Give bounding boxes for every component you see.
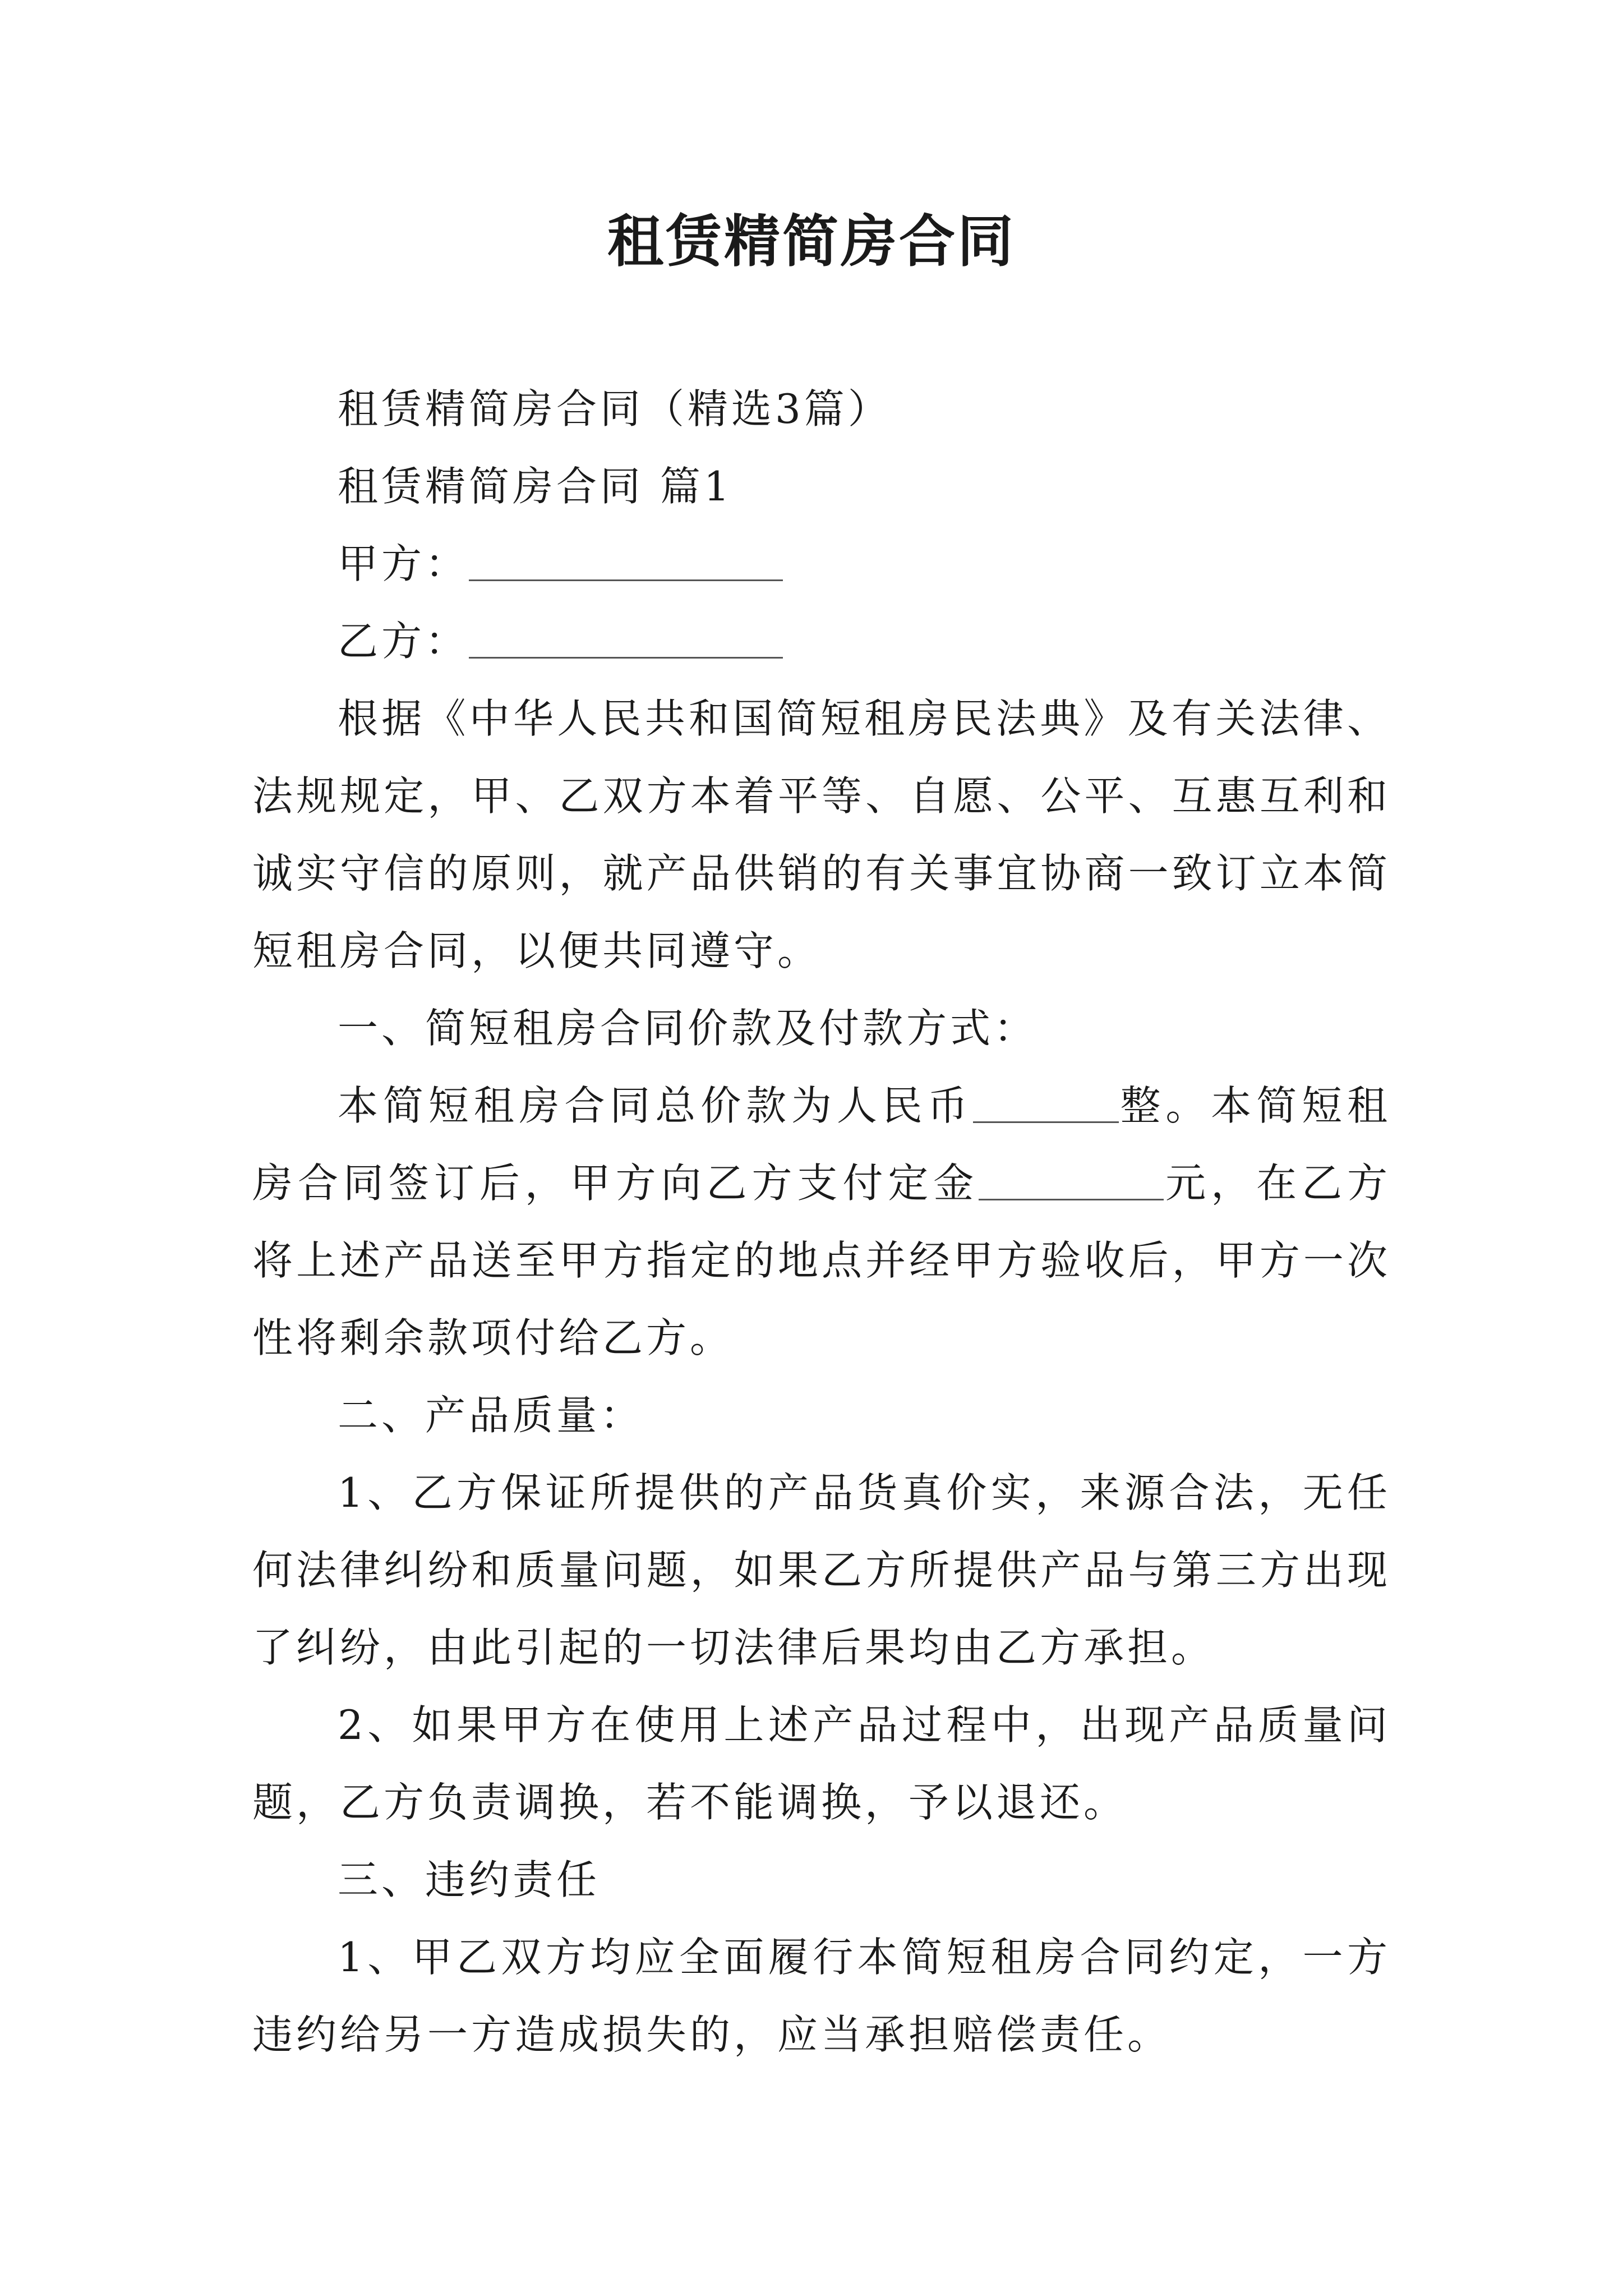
deposit-blank	[979, 1159, 1164, 1200]
price-blank	[973, 1082, 1119, 1123]
clause1-text-a: 本简短租房合同总价款为人民币	[338, 1082, 973, 1129]
party-a-line	[252, 525, 1391, 602]
clause1-title: 一、简短租房合同价款及付款方式：	[338, 1005, 1038, 1052]
clause1-text-b: 整。本简短租房合同签订后，甲方向乙方支付定金	[252, 1082, 1391, 1207]
party-b-line	[252, 602, 1391, 680]
clause2-item1: 1、乙方保证所提供的产品货真价实，来源合法，无任何法律纠纷和质量问题，如果乙方所提供产品与第三方出现了纠纷，由此引起的一切法律后果均由乙方承担。	[252, 1469, 1391, 1671]
party-b-blank	[469, 618, 783, 659]
clause1-paragraph	[252, 1067, 1391, 1377]
subtitle: 租赁精简房合同（精选3篇）	[338, 385, 892, 432]
party-a-label: 甲方：	[338, 540, 469, 587]
document-title: 租赁精简房合同	[607, 208, 1016, 274]
intro-paragraph: 根据《中华人民共和国简短租房民法典》及有关法律、法规规定，甲、乙双方本着平等、自愿、公平、互惠互利和诚实守信的原则，就产品供销的有关事宜协商一致订立本简短租房合同，以便共同遵守。	[252, 695, 1391, 974]
clause2-title: 二、产品质量：	[338, 1392, 644, 1439]
party-a-blank	[469, 540, 783, 581]
clause1-text-c: 元，在乙方将上述产品送至甲方指定的地点并经甲方验收后，甲方一次性将剩余款项付给乙方。	[252, 1159, 1391, 1361]
clause3-title: 三、违约责任	[338, 1856, 601, 1903]
clause2-item2: 2、如果甲方在使用上述产品过程中，出现产品质量问题，乙方负责调换，若不能调换，予以退还。	[252, 1701, 1391, 1826]
section-heading: 租赁精简房合同 篇1	[338, 463, 733, 510]
party-b-label: 乙方：	[338, 618, 469, 665]
document-body	[252, 370, 1391, 2073]
clause3-item1: 1、甲乙双方均应全面履行本简短租房合同约定，一方违约给另一方造成损失的，应当承担赔偿责任。	[252, 1934, 1391, 2058]
